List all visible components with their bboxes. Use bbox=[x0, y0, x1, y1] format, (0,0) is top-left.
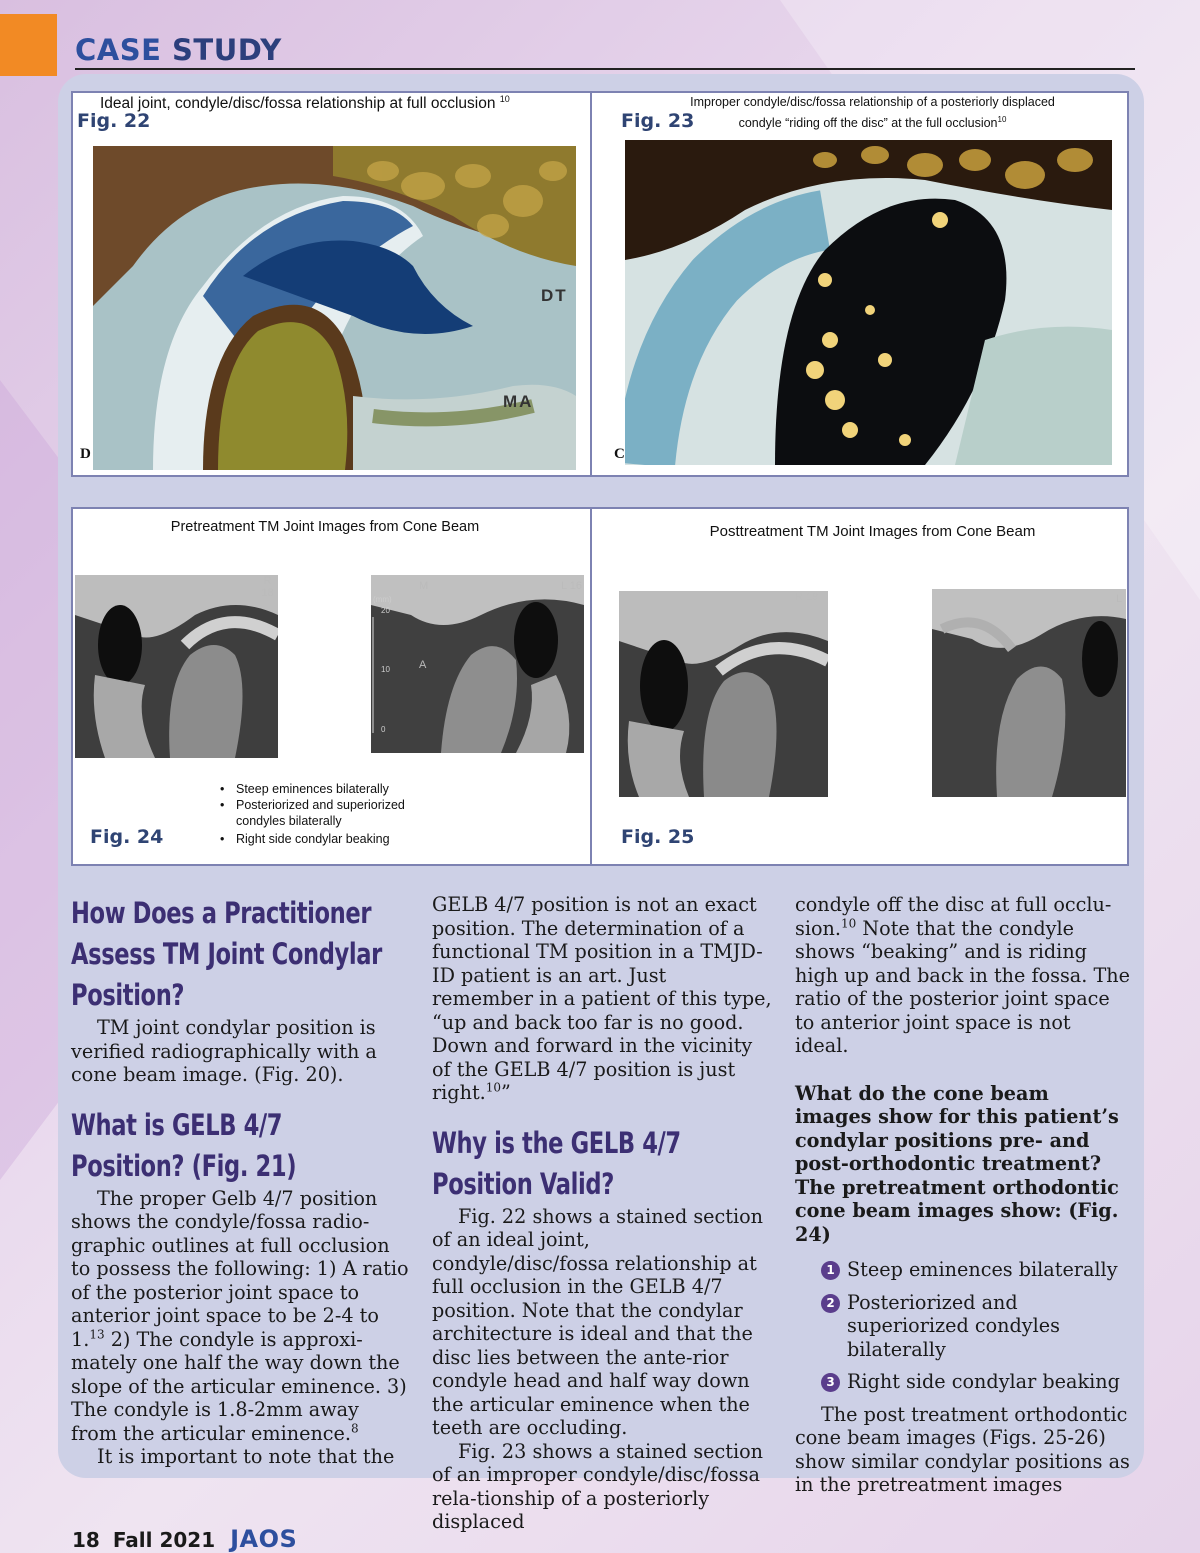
article-column-2 bbox=[432, 893, 772, 1534]
fig25-label: Fig. 25 bbox=[621, 826, 695, 848]
article-column-3 bbox=[795, 893, 1130, 1497]
fig24-img2-tick-20: 20 bbox=[381, 606, 390, 615]
section-title: CASE STUDY bbox=[75, 33, 282, 67]
fig25-ct-image-right bbox=[619, 591, 828, 797]
fig23-caption: Improper condyle/disc/fossa relationship of a posteriorly displaced condyle “riding off the disc” at the full occlusion$^{10}$ bbox=[690, 95, 1055, 131]
numbered-list bbox=[821, 1258, 1130, 1394]
fig24-img2-tag-a: A bbox=[419, 659, 427, 671]
paragraph: condyle off the disc at full occlu-sion.$^{10}$ Note that the condyle shows “beaking” and is riding high up and back in the fossa. The ratio of the posterior joint space to anterior joint space is not ideal. bbox=[795, 893, 1130, 1057]
fig24-ct-image-right bbox=[75, 575, 278, 758]
paragraph: Fig. 23 shows a stained section of an improper condyle/disc/fossa rela-tionship of a posteriorly displaced bbox=[432, 1439, 764, 1533]
fig24-img2-tag-l: L 16 bbox=[561, 580, 583, 592]
number-badge: 3 bbox=[821, 1373, 840, 1392]
fig22-tag-dt: DT bbox=[541, 286, 568, 305]
fig25-img1-tag: R 19 bbox=[795, 591, 819, 603]
list-item: 3 Right side condylar beaking bbox=[821, 1370, 1130, 1394]
paragraph: GELB 4/7 position is not an exact position. The determination of a functional TM position in a TMJD-ID patient is an art. Just remember in a patient of this type, “up and back too far is no good. Down and forward in the vicinity of the GELB 4/7 position is just right.$^{10}$” bbox=[432, 893, 772, 1104]
fig23-label: Fig. 23 bbox=[621, 110, 695, 132]
number-badge: 1 bbox=[821, 1261, 840, 1280]
header-rule bbox=[75, 68, 1135, 70]
fig25-img2-tag: L bbox=[1116, 593, 1123, 605]
paragraph: The proper Gelb 4/7 position shows the condyle/fossa radio-graphic outlines at full occlusion to possess the following: 1) A ratio of the posterior joint space to anterior joint space to be 2-4 to 1.13 2) The condyle is approxi-mately one half the way down the slope of the articular eminence. 3) The condyle is 1.8-2mm away from the articular eminence.$^8$ bbox=[71, 1186, 409, 1445]
figure-divider bbox=[590, 507, 592, 866]
paragraph: The post treatment orthodontic cone beam images (Figs. 25-26) show similar condylar positions as in the pretreatment images bbox=[795, 1402, 1130, 1496]
heading-assess: How Does a Practitioner Assess TM Joint Condylar Position? bbox=[71, 896, 382, 1012]
fig23-histology-image bbox=[625, 140, 1112, 465]
fig23-corner-mark: C bbox=[614, 446, 625, 462]
fig25-ct-image-left bbox=[932, 589, 1126, 797]
heading-valid: Why is the GELB 4/7 Position Valid? bbox=[432, 1125, 681, 1201]
fig24-bullet: • Posteriorized and superiorized condyles bilaterally bbox=[220, 797, 410, 829]
fig24-bullet-list bbox=[220, 781, 410, 847]
number-badge: 2 bbox=[821, 1294, 840, 1313]
list-item: 2 Posteriorized and superiorized condyles bilaterally bbox=[821, 1291, 1130, 1362]
fig24-img2-tag-mm: (mm) bbox=[373, 595, 392, 604]
question-heading: What do the cone beam images show for this patient’s condylar positions pre- and post-orthodontic treatment? The pretreatment orthodontic cone beam images show: (Fig. 24) bbox=[795, 1081, 1119, 1246]
fig24-img2-tag-m: M bbox=[419, 580, 429, 592]
fig24-caption: Pretreatment TM Joint Images from Cone Beam bbox=[170, 519, 480, 535]
paragraph: It is important to note that the bbox=[97, 1445, 395, 1468]
fig24-bullet: • Right side condylar beaking bbox=[220, 831, 410, 847]
fig24-label: Fig. 24 bbox=[90, 826, 164, 848]
section-tab bbox=[0, 14, 57, 76]
fig24-bullet: • Steep eminences bilaterally bbox=[220, 781, 410, 797]
fig22-corner-mark: D bbox=[80, 446, 91, 462]
fig24-ct-image-left bbox=[371, 575, 584, 753]
fig22-tag-ma: MA bbox=[503, 392, 534, 411]
fig24-img2-tick-10: 10 bbox=[381, 665, 390, 674]
page-number: 18 bbox=[72, 1528, 100, 1552]
heading-gelb: What is GELB 4/7 Position? (Fig. 21) bbox=[71, 1107, 297, 1183]
fig22-caption: Ideal joint, condyle/disc/fossa relationship at full occlusion $^{10}$ bbox=[100, 94, 510, 113]
fig22-histology-image bbox=[93, 146, 576, 470]
page-footer bbox=[72, 1525, 297, 1553]
fig24-img1-tag: R 18 bbox=[261, 575, 274, 599]
fig22-label: Fig. 22 bbox=[77, 110, 151, 132]
fig24-img2-tick-0: 0 bbox=[381, 725, 386, 734]
paragraph: TM joint condylar position is verified radiographically with a cone beam image. (Fig. 20). bbox=[71, 1016, 377, 1086]
journal-name: JAOS bbox=[230, 1525, 298, 1553]
article-column-1 bbox=[71, 893, 411, 1469]
fig25-caption: Posttreatment TM Joint Images from Cone Beam bbox=[709, 523, 1036, 540]
list-item: 1 Steep eminences bilaterally bbox=[821, 1258, 1130, 1282]
paragraph: Fig. 22 shows a stained section of an ideal joint, condyle/disc/fossa relationship at full occlusion in the GELB 4/7 position. Note that the condylar architecture is ideal and that the disc lies between the ante-rior condyle head and half way down the articular eminence when the teeth are occluding. bbox=[432, 1204, 764, 1439]
issue-label: Fall 2021 bbox=[112, 1528, 216, 1552]
figure-divider bbox=[590, 91, 592, 477]
